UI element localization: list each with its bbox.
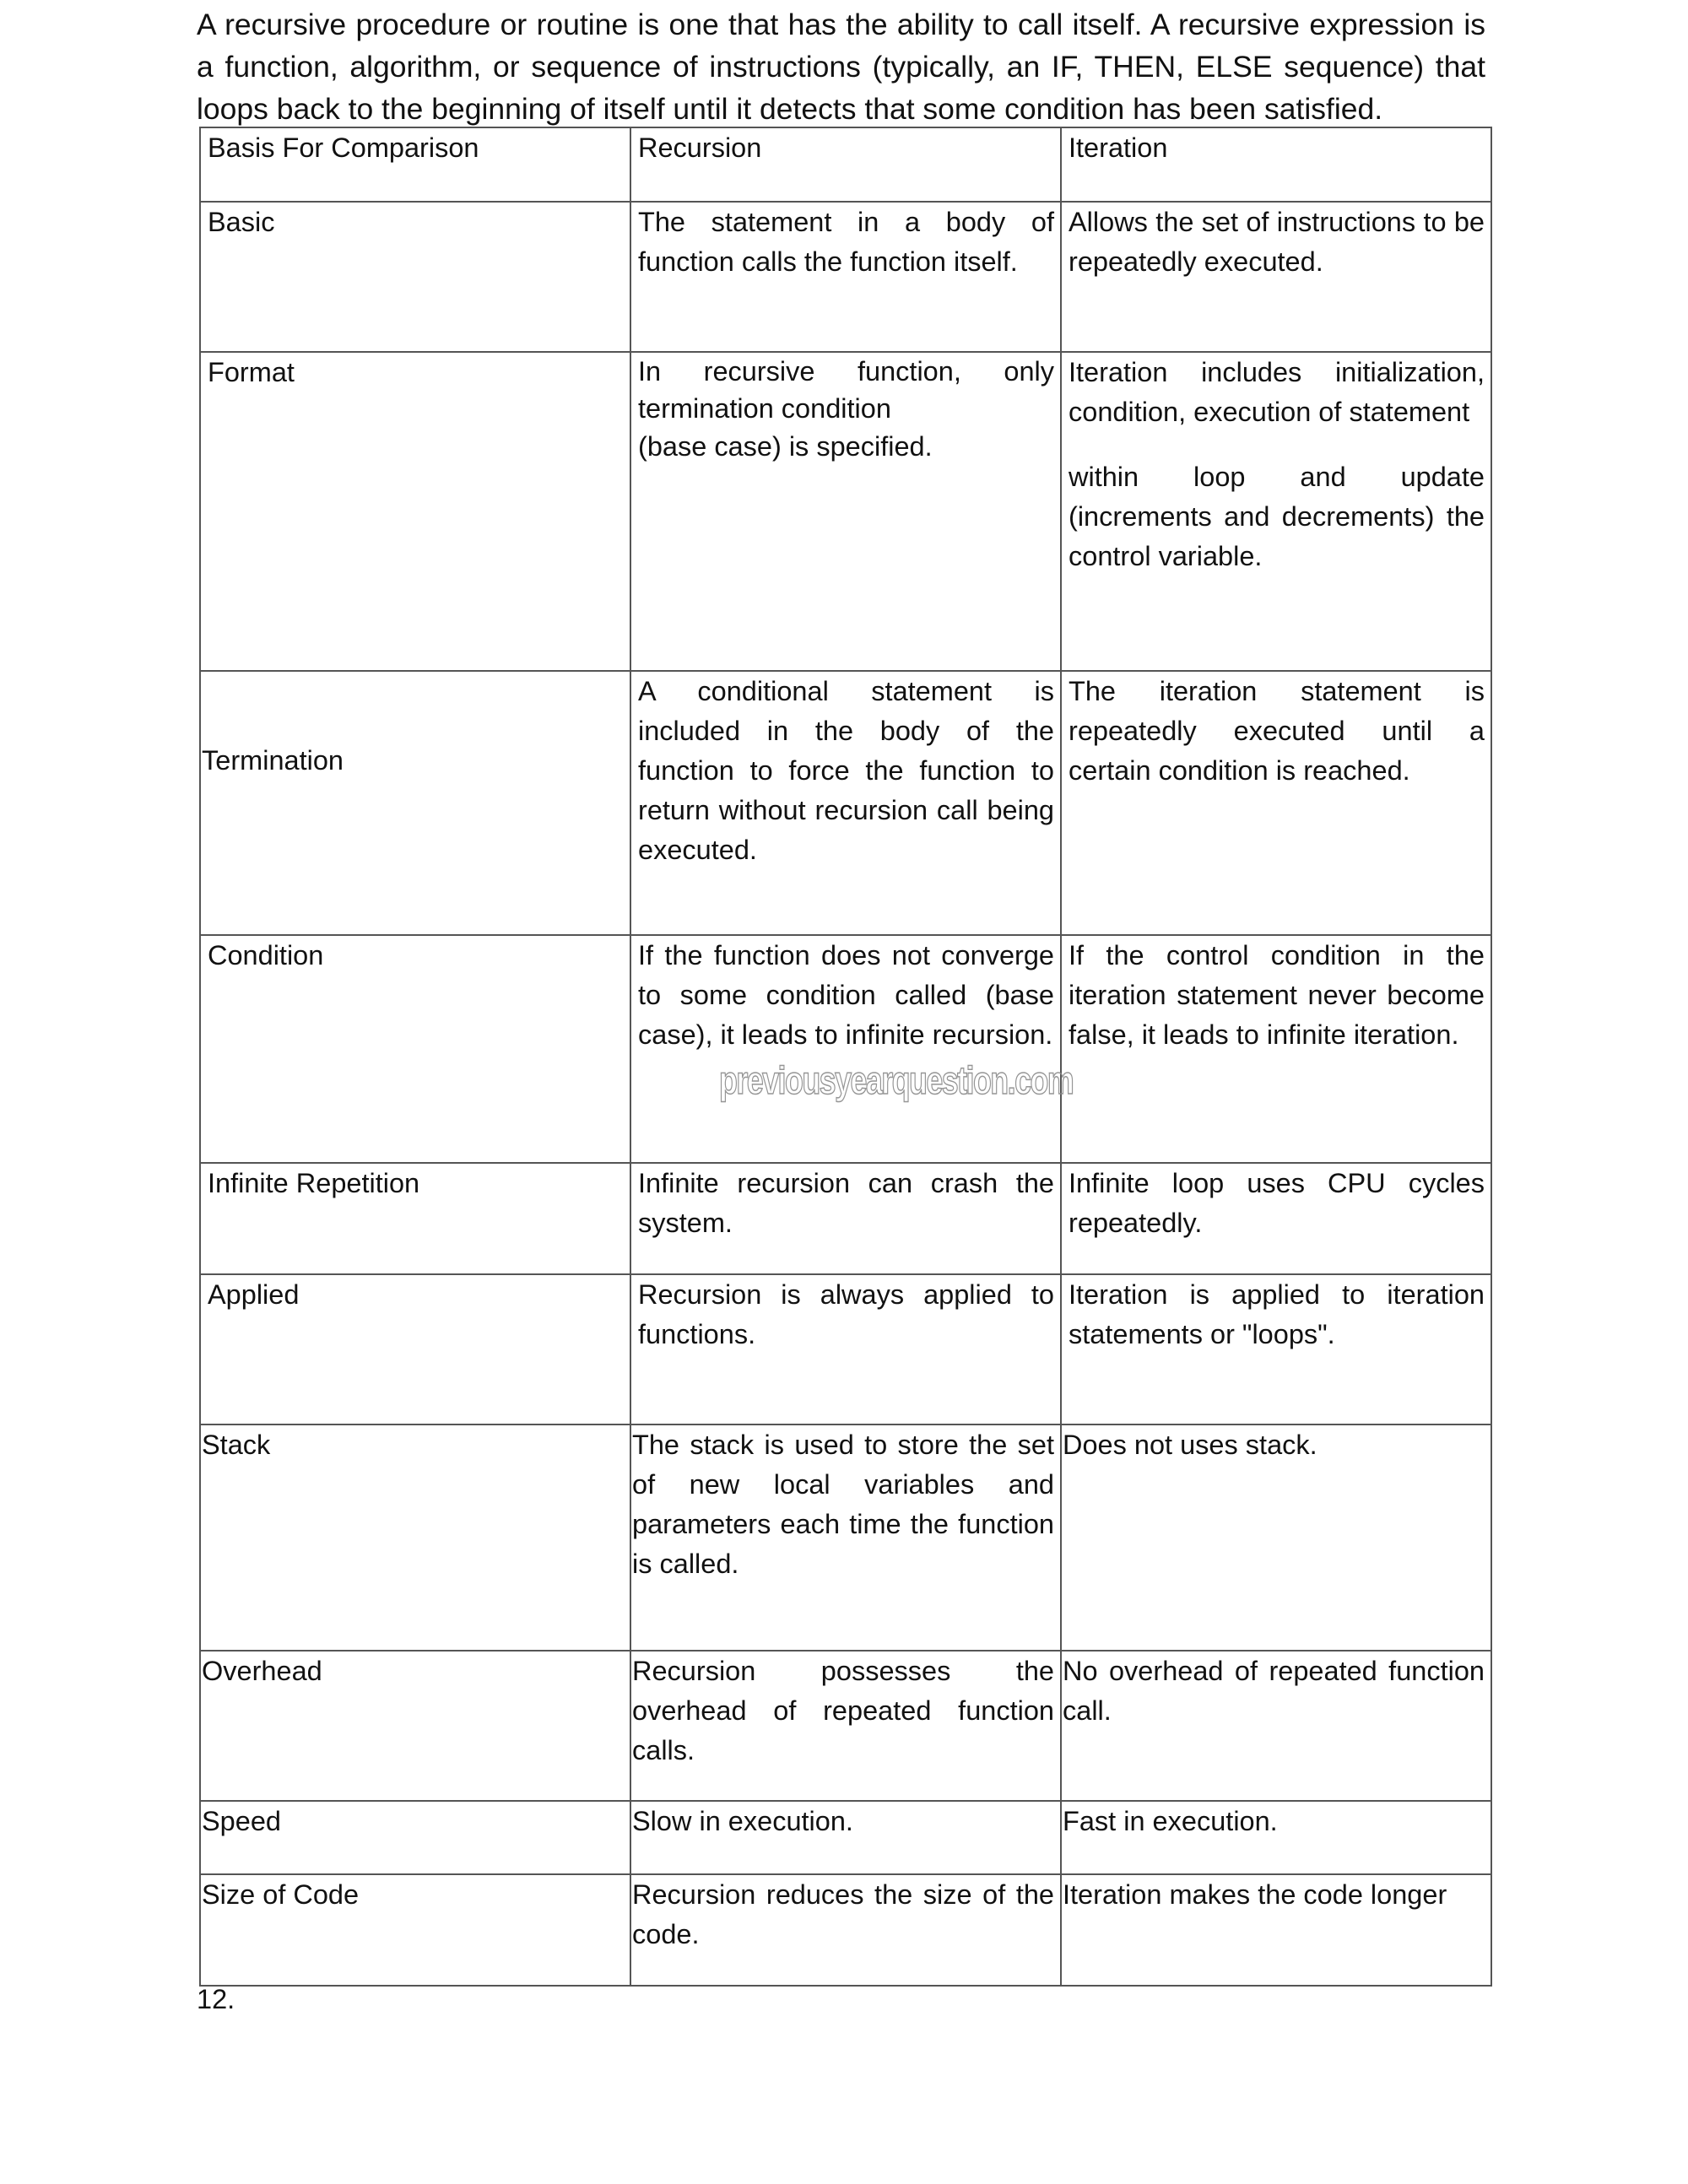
row-recursion: Recursion possesses the overhead of repeated function calls. [630,1651,1061,1801]
row-basis: Stack [200,1424,630,1651]
row-recursion: A conditional statement is included in the body of the function to force the function to return without recursion call being executed. [630,671,1061,935]
row-basis: Speed [200,1801,630,1874]
row-basis: Infinite Repetition [200,1163,630,1274]
iteration-format-part1: Iteration includes initialization, condition, execution of statement [1069,357,1485,427]
table-row [200,352,1491,671]
row-iteration: Fast in execution. [1061,1801,1491,1874]
spacer [1069,432,1485,457]
row-basis: Condition [200,935,630,1163]
table-row [200,1274,1491,1424]
row-recursion: The statement in a body of function calls the function itself. [630,202,1061,352]
row-iteration: Allows the set of instructions to be repeatedly executed. [1061,202,1491,352]
table-row [200,1163,1491,1274]
recursion-format-line1: In recursive function, only termination condition [638,356,1054,424]
row-iteration: Does not uses stack. [1061,1424,1491,1651]
iteration-format-part2: within loop and update (increments and decrements) the control variable. [1069,462,1485,571]
row-iteration: No overhead of repeated function call. [1061,1651,1491,1801]
row-recursion: Slow in execution. [630,1801,1061,1874]
row-basis: Overhead [200,1651,630,1801]
row-recursion: If the function does not converge to some condition called (base case), it leads to infinite recursion. [630,935,1061,1163]
row-basis: Applied [200,1274,630,1424]
row-basis: Format [200,352,630,671]
table-row [200,202,1491,352]
watermark-text: previousyearquestion.com [719,1058,1074,1102]
row-recursion: Infinite recursion can crash the system. [630,1163,1061,1274]
row-basis: Termination [200,671,630,935]
row-iteration [1061,352,1491,671]
header-iteration: Iteration [1061,127,1491,202]
table-row [200,1874,1491,1986]
row-iteration: Infinite loop uses CPU cycles repeatedly. [1061,1163,1491,1274]
table-row [200,935,1491,1163]
row-recursion: Recursion reduces the size of the code. [630,1874,1061,1986]
row-iteration: The iteration statement is repeatedly executed until a certain condition is reached. [1061,671,1491,935]
table-row [200,1651,1491,1801]
row-recursion: Recursion is always applied to functions. [630,1274,1061,1424]
row-iteration: Iteration makes the code longer [1061,1874,1491,1986]
header-recursion: Recursion [630,127,1061,202]
table-header-row [200,127,1491,202]
question-number: 12. [197,1984,235,2014]
intro-paragraph: A recursive procedure or routine is one that has the ability to call itself. A recursive expression is a function, algorithm, or sequence of instructions (typically, an IF, THEN, ELSE sequence) that loops back to the beginning of itself until it detects that some condition has been satisfied. [197,8,1485,126]
row-iteration: If the control condition in the iteration statement never become false, it leads to infinite iteration. [1061,935,1491,1163]
table-row [200,1424,1491,1651]
row-basis: Size of Code [200,1874,630,1986]
table-row [200,1801,1491,1874]
row-recursion [630,352,1061,671]
header-basis: Basis For Comparison [200,127,630,202]
comparison-table [199,127,1492,1987]
row-basis: Basic [200,202,630,352]
table-row [200,671,1491,935]
row-iteration: Iteration is applied to iteration statements or "loops". [1061,1274,1491,1424]
recursion-format-line2: (base case) is specified. [638,431,933,462]
row-recursion: The stack is used to store the set of new local variables and parameters each time the function is called. [630,1424,1061,1651]
